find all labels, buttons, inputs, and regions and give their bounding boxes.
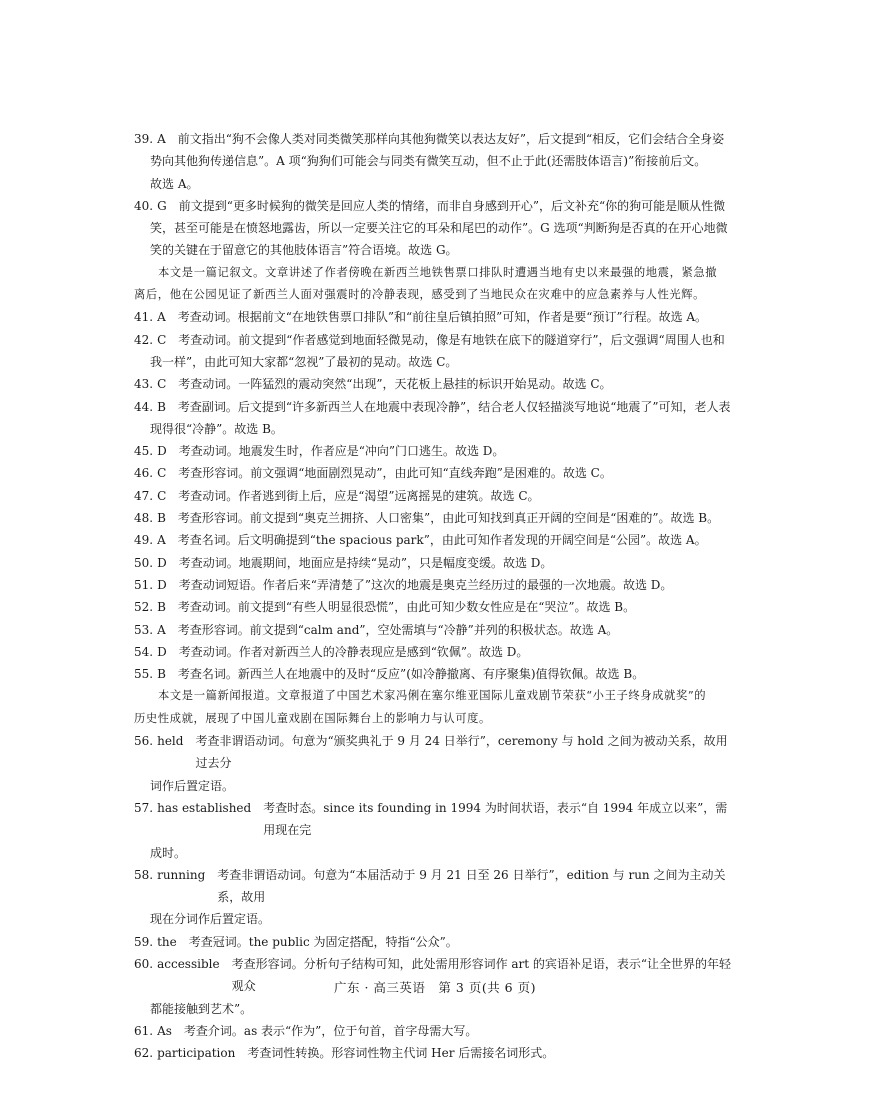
question-number: 61. bbox=[134, 1023, 154, 1038]
answer-item bbox=[134, 485, 739, 507]
answer-option: D bbox=[157, 555, 167, 570]
answer-first-line bbox=[134, 596, 739, 618]
explanation-text: 考查动词。一阵猛烈的震动突然“出现”，天花板上悬挂的标识开始晃动。故选 C。 bbox=[178, 377, 612, 392]
answer-item bbox=[134, 507, 739, 529]
answer-item bbox=[134, 864, 739, 931]
answer-item bbox=[134, 529, 739, 551]
answer-option: has established bbox=[157, 800, 252, 815]
answer-option: A bbox=[157, 622, 166, 637]
answer-item bbox=[134, 552, 739, 574]
explanation-continuation: 现在分词作后置定语。 bbox=[150, 912, 271, 927]
answer-option: A bbox=[157, 310, 166, 325]
answer-first-line bbox=[134, 329, 739, 351]
question-number: 59. bbox=[134, 934, 154, 949]
answer-list bbox=[134, 128, 739, 1064]
passage-summary bbox=[134, 262, 739, 307]
answer-first-line bbox=[134, 1020, 739, 1042]
explanation-text: 考查名词。新西兰人在地震中的及时“反应”(如冷静撤离、有序聚集)值得钦佩。故选 B。 bbox=[177, 667, 645, 682]
explanation-text: 考查动词。地震发生时，作者应是“冲向”门口逃生。故选 D。 bbox=[178, 444, 505, 459]
question-number: 56. bbox=[134, 734, 154, 749]
explanation-continuation: 势向其他狗传递信息”。A 项“狗狗们可能会与同类有微笑互动，但不止于此(还需肢体语言)”衔接前后文。 bbox=[150, 154, 707, 169]
question-number: 39. bbox=[134, 132, 154, 146]
answer-option: D bbox=[157, 577, 167, 592]
answer-first-line bbox=[134, 440, 739, 462]
question-number: 40. bbox=[134, 198, 154, 213]
explanation-continuation: 故选 A。 bbox=[150, 176, 199, 191]
explanation-continuation: 词作后置定语。 bbox=[150, 778, 235, 793]
answer-first-line bbox=[134, 574, 739, 596]
answer-first-line bbox=[134, 797, 739, 842]
answer-first-line bbox=[134, 730, 739, 775]
explanation-text: 前文提到“更多时候狗的微笑是回应人类的情绪，而非自身感到开心”，后文补充“你的狗可能是顺从性微 bbox=[178, 198, 726, 213]
answer-option: B bbox=[157, 600, 166, 615]
passage-summary-line: 本文是一篇记叙文。文章讲述了作者傍晚在新西兰地铁售票口排队时遭遇当地有史以来最强的地震，紧急撤 bbox=[158, 265, 718, 279]
question-number: 60. bbox=[134, 956, 154, 971]
answer-item bbox=[134, 306, 739, 328]
answer-item bbox=[134, 619, 739, 641]
answer-item bbox=[134, 596, 739, 618]
answer-option: G bbox=[157, 198, 167, 213]
question-number: 47. bbox=[134, 488, 154, 503]
question-number: 53. bbox=[134, 622, 154, 637]
question-number: 41. bbox=[134, 310, 154, 325]
answer-option: B bbox=[157, 399, 166, 414]
answer-item bbox=[134, 931, 739, 953]
passage-summary bbox=[134, 685, 739, 730]
explanation-continuation: 现得很“冷静”。故选 B。 bbox=[150, 421, 283, 436]
page-footer: 广东 · 高三英语 第 3 页(共 6 页) bbox=[334, 980, 536, 995]
answer-item bbox=[134, 641, 739, 663]
explanation-continuation: 成时。 bbox=[150, 845, 187, 860]
answer-option: D bbox=[157, 644, 167, 659]
answer-item bbox=[134, 462, 739, 484]
answer-item bbox=[134, 574, 739, 596]
explanation-text: 考查非谓语动词。句意为“本届活动于 9 月 21 日至 26 日举行”，edition 与 run 之间为主动关系，故用 bbox=[217, 867, 726, 905]
answer-option: C bbox=[157, 332, 167, 347]
explanation-text: 考查非谓语动词。句意为“颁奖典礼于 9 月 24 日举行”，ceremony 与 hold 之间为被动关系，故用过去分 bbox=[195, 734, 728, 771]
answer-first-line bbox=[134, 396, 739, 418]
explanation-text: 考查形容词。分析句子结构可知，此处需用形容词作 art 的宾语补足语，表示“让全世界的年轻观众 bbox=[231, 956, 732, 994]
explanation-continuation: 笑，甚至可能是在愤怒地露齿，所以一定要关注它的耳朵和尾巴的动作”。G 选项“判断狗是否真的在开心地微 bbox=[150, 221, 728, 236]
answer-first-line bbox=[134, 552, 739, 574]
explanation-text: 考查词性转换。形容词性物主代词 Her 后需接名词形式。 bbox=[247, 1046, 555, 1061]
question-number: 51. bbox=[134, 577, 154, 592]
answer-item bbox=[134, 663, 739, 685]
answer-first-line bbox=[134, 462, 739, 484]
answer-option: running bbox=[157, 867, 206, 882]
answer-option: C bbox=[157, 466, 167, 481]
passage-summary-line: 离后，他在公园见证了新西兰人面对强震时的冷静表现，感受到了当地民众在灾难中的应急素养与人性光辉。 bbox=[134, 288, 706, 302]
answer-first-line bbox=[134, 306, 739, 328]
answer-option: C bbox=[157, 377, 167, 392]
question-number: 62. bbox=[134, 1046, 154, 1061]
answer-item bbox=[134, 797, 739, 864]
answer-option: B bbox=[157, 511, 166, 526]
answer-first-line bbox=[134, 128, 739, 150]
question-number: 50. bbox=[134, 555, 154, 570]
question-number: 49. bbox=[134, 533, 154, 548]
answer-first-line bbox=[134, 195, 739, 217]
explanation-continuation: 都能接触到艺术”。 bbox=[150, 1001, 253, 1016]
answer-option: the bbox=[157, 934, 177, 949]
answer-first-line bbox=[134, 507, 739, 529]
answer-option: D bbox=[157, 444, 167, 459]
answer-item bbox=[134, 396, 739, 441]
answer-first-line bbox=[134, 619, 739, 641]
explanation-text: 考查动词。根据前文“在地铁售票口排队”和“前往皇后镇拍照”可知，作者是要“预订”行程。故选 A。 bbox=[177, 310, 708, 325]
explanation-text: 考查动词。作者逃到街上后，应是“渴望”远离摇晃的建筑。故选 C。 bbox=[178, 488, 540, 503]
answer-first-line bbox=[134, 864, 739, 909]
question-number: 57. bbox=[134, 800, 154, 815]
answer-first-line bbox=[134, 485, 739, 507]
explanation-text: 考查名词。后文明确提到“the spacious park”，由此可知作者发现的开阔空间是“公园”。故选 A。 bbox=[177, 533, 707, 548]
answer-item bbox=[134, 440, 739, 462]
answer-option: As bbox=[157, 1023, 172, 1038]
question-number: 58. bbox=[134, 867, 154, 882]
explanation-text: 考查动词短语。作者后来“弄清楚了”这次的地震是奥克兰经历过的最强的一次地震。故选 D。 bbox=[178, 577, 673, 592]
answer-option: held bbox=[157, 734, 184, 749]
answer-first-line bbox=[134, 373, 739, 395]
explanation-text: 考查形容词。前文提到“奥克兰拥挤、人口密集”，由此可知找到真正开阔的空间是“困难的”。故选 B。 bbox=[177, 511, 720, 526]
answer-option: B bbox=[157, 667, 166, 682]
explanation-text: 考查形容词。前文提到“calm and”，空处需填与“冷静”并列的积极状态。故选 A。 bbox=[177, 622, 619, 637]
passage-summary-line: 历史性成就，展现了中国儿童戏剧在国际舞台上的影响力与认可度。 bbox=[134, 711, 491, 725]
answer-item bbox=[134, 329, 739, 374]
explanation-text: 前文指出“狗不会像人类对同类微笑那样向其他狗微笑以表达友好”，后文提到“相反，它们会结合全身姿 bbox=[177, 132, 725, 146]
question-number: 55. bbox=[134, 667, 154, 682]
answer-option: A bbox=[157, 533, 166, 548]
explanation-text: 考查介词。as 表示“作为”，位于句首，首字母需大写。 bbox=[183, 1023, 478, 1038]
answer-first-line bbox=[134, 641, 739, 663]
answer-item bbox=[134, 1042, 739, 1064]
answer-option: A bbox=[157, 132, 166, 146]
explanation-text: 考查动词。地震期间，地面应是持续“晃动”，只是幅度变缓。故选 D。 bbox=[178, 555, 553, 570]
explanation-text: 考查动词。前文提到“作者感觉到地面轻微晃动，像是有地铁在底下的隧道穿行”，后文强调“周围人也和 bbox=[178, 332, 725, 347]
question-number: 43. bbox=[134, 377, 154, 392]
explanation-text: 考查形容词。前文强调“地面剧烈晃动”，由此可知“直线奔跑”是困难的。故选 C。 bbox=[178, 466, 612, 481]
answer-item bbox=[134, 730, 739, 797]
question-number: 54. bbox=[134, 644, 154, 659]
answer-first-line bbox=[134, 529, 739, 551]
explanation-text: 考查冠词。the public 为固定搭配，特指“公众”。 bbox=[188, 934, 458, 949]
answer-first-line bbox=[134, 663, 739, 685]
explanation-text: 考查动词。作者对新西兰人的冷静表现应是感到“钦佩”。故选 D。 bbox=[178, 644, 529, 659]
answer-item bbox=[134, 373, 739, 395]
explanation-text: 考查副词。后文提到“许多新西兰人在地震中表现冷静”，结合老人仅轻描淡写地说“地震了”可知，老人表 bbox=[177, 399, 731, 414]
question-number: 44. bbox=[134, 399, 154, 414]
answer-option: accessible bbox=[157, 956, 220, 971]
explanation-continuation: 我一样”，由此可知大家都“忽视”了最初的晃动。故选 C。 bbox=[150, 354, 458, 369]
explanation-text: 考查时态。since its founding in 1994 为时间状语，表示“自 1994 年成立以来”，需用现在完 bbox=[263, 800, 728, 838]
answer-first-line bbox=[134, 1042, 739, 1064]
explanation-continuation: 笑的关键在于留意它的其他肢体语言”符合语境。故选 G。 bbox=[150, 243, 458, 258]
explanation-text: 考查动词。前文提到“有些人明显很恐慌”，由此可知少数女性应是在“哭泣”。故选 B。 bbox=[177, 600, 636, 615]
question-number: 45. bbox=[134, 444, 154, 459]
answer-item bbox=[134, 128, 739, 195]
question-number: 52. bbox=[134, 600, 154, 615]
passage-summary-line: 本文是一篇新闻报道。文章报道了中国艺术家冯俐在塞尔维亚国际儿童戏剧节荣获“小王子终身成就奖”的 bbox=[158, 689, 707, 703]
answer-item bbox=[134, 195, 739, 262]
question-number: 46. bbox=[134, 466, 154, 481]
answer-option: participation bbox=[157, 1046, 236, 1061]
question-number: 48. bbox=[134, 511, 154, 526]
answer-item bbox=[134, 1020, 739, 1042]
answer-first-line bbox=[134, 931, 739, 953]
question-number: 42. bbox=[134, 332, 154, 347]
answer-option: C bbox=[157, 488, 167, 503]
